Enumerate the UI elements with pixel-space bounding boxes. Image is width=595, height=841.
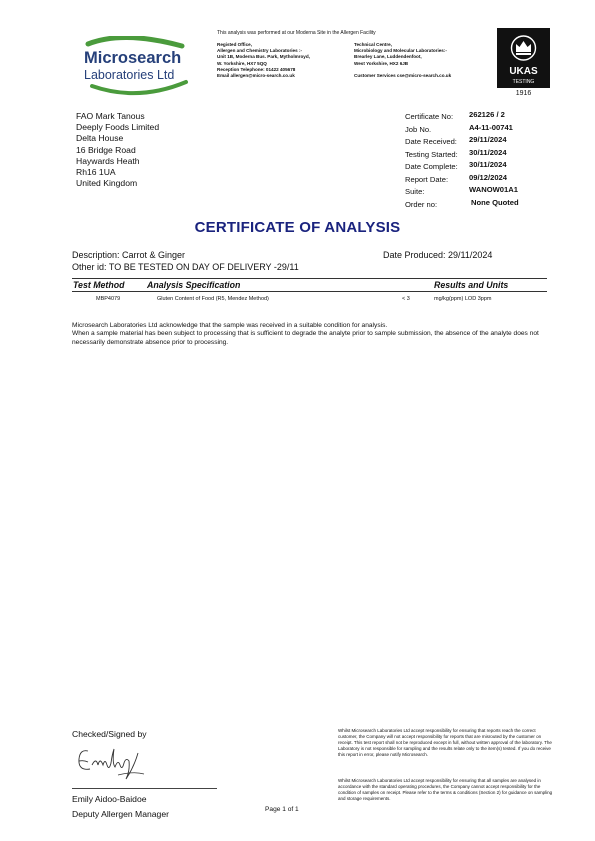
row-spec: Gluten Content of Food (R5, Mendez Method)	[157, 296, 269, 302]
row-method: MBP4079	[96, 296, 121, 302]
suite: WANOW01A1	[469, 185, 518, 194]
date-complete: 30/11/2024	[469, 160, 507, 169]
technical-centre	[354, 42, 451, 79]
certificate-number: 262126 / 2	[469, 110, 505, 119]
address-line: 16 Bridge Road	[76, 144, 136, 155]
address-line: United Kingdom	[76, 178, 138, 189]
meta-label: Testing Started:	[405, 149, 458, 159]
note-paragraph: When a sample material has been subject to processing that is sufficient to degrade the analyte prior to sample submission, the absence of the analyte does not necessarily demonstrate absence prior to processing.	[72, 330, 539, 346]
registered-line: Registed Office,	[217, 42, 252, 47]
report-date: 09/12/2024	[469, 172, 508, 182]
technical-line: Customer Services cse@micro-search.co.uk	[354, 73, 452, 78]
address-line: FAO Mark Tanous	[76, 111, 145, 121]
ukas-number: 1916	[515, 90, 532, 97]
table-header-rule	[72, 291, 547, 292]
signature	[74, 741, 164, 785]
signer-name: Emily Aidoo-Baidoe	[72, 794, 147, 804]
address-line: Haywards Heath	[76, 155, 140, 166]
registered-line: W. Yorkshire, HX7 5QQ	[217, 60, 267, 66]
meta-label: Date Received:	[405, 137, 457, 146]
address-line: Delta House	[76, 133, 124, 144]
technical-line: Brearley Lane, Luddendenfoot,	[354, 54, 422, 60]
sample-description	[72, 250, 299, 273]
header-test-method: Test Method	[73, 280, 125, 290]
registered-line: Allergen and Chemistry Laboratories :-	[217, 48, 303, 54]
row-qualifier: < 3	[402, 296, 410, 302]
certificate-title: CERTIFICATE OF ANALYSIS	[194, 219, 401, 236]
date-received: 29/11/2024	[469, 135, 507, 144]
registered-line: Unit 1B, Moderna Bus. Park, Mytholmroyd,	[217, 54, 310, 60]
order-number: None Quoted	[471, 197, 519, 207]
address-line: Deeply Foods Limited	[76, 122, 160, 133]
date-produced: Date Produced: 29/11/2024	[383, 250, 493, 260]
ukas-crown-icon	[497, 28, 550, 88]
page-number: Page 1 of 1	[265, 806, 299, 813]
meta-label: Job No.	[405, 124, 432, 134]
signature-icon	[74, 741, 164, 785]
technical-line: West Yorkshire, HX2 6JB	[354, 60, 409, 66]
header-results-units: Results and Units	[434, 280, 509, 290]
logo-word-1: Microsearch	[84, 49, 182, 67]
table-top-rule	[72, 278, 547, 279]
description: Description: Carrot & Ginger	[72, 250, 186, 260]
meta-label: Order no:	[405, 199, 438, 209]
registered-line: Reception Telephone: 01422 405678	[217, 66, 296, 72]
other-id: Other id: TO BE TESTED ON DAY OF DELIVERY -29/11	[72, 261, 299, 272]
ukas-text: UKAS	[509, 66, 538, 77]
signer	[72, 792, 169, 821]
registered-office	[217, 42, 310, 79]
signature-line	[72, 788, 217, 789]
row-units: mg/kg(ppm) LOD 3ppm	[434, 296, 492, 302]
signer-role: Deputy Allergen Manager	[72, 808, 169, 819]
ukas-sub: TESTING	[512, 79, 535, 85]
recipient-address	[76, 111, 159, 189]
meta-label: Report Date:	[405, 174, 449, 184]
job-number: A4-11-00741	[469, 122, 513, 132]
address-line: Rh16 1UA	[76, 167, 116, 178]
technical-line: Microbiology and Molecular Laboratories:-	[354, 48, 447, 54]
disclaimer-samples: Whilst Microsearch Laboratories Ltd accept responsibility for ensuring that all samples are analysed in accordance with the standard operating procedures, the Company cannot accept responsibility for the condition of samples on receipt. Please refer to the terms & conditions (Section 2) for guidance on sampling and storage requirements.	[338, 778, 553, 801]
testing-started: 30/11/2024	[469, 147, 507, 157]
meta-label: Suite:	[405, 187, 425, 196]
analysis-notes	[72, 322, 542, 347]
logo-word-2: Laboratories Ltd	[84, 68, 175, 82]
note-paragraph: Microsearch Laboratories Ltd acknowledge that the sample was received in a suitable condition for analysis.	[72, 322, 388, 329]
meta-label: Date Complete:	[405, 162, 458, 171]
microsearch-logo	[78, 36, 190, 98]
header-analysis-spec: Analysis Specification	[147, 280, 241, 290]
disclaimer-reports: Whilst Microsearch Laboratories Ltd accept responsibility for ensuring that reports reach the correct customer, the Company will not accept responsibility for reports that are misrouted by the customer on receipt. This test report shall not be reproduced except in full, without written approval of the laboratory. The Laboratory is not responsible for sampling and the results relate only to the item(s) tested. If you do receive this report in error, please notify Microsearch.	[338, 728, 552, 757]
checked-label: Checked/Signed by	[72, 729, 147, 739]
meta-label: Certificate No:	[405, 112, 454, 121]
meta-labels	[405, 111, 458, 211]
registered-line: Email allergen@micro-search.co.uk	[217, 73, 295, 79]
ukas-badge	[497, 28, 550, 88]
technical-line: Technical Centre,	[354, 42, 392, 47]
facility-note: This analysis was performed at our Moderna Site in the Allergen Facility	[217, 30, 376, 36]
logo-swoosh-icon	[78, 36, 190, 98]
meta-values	[469, 109, 519, 209]
